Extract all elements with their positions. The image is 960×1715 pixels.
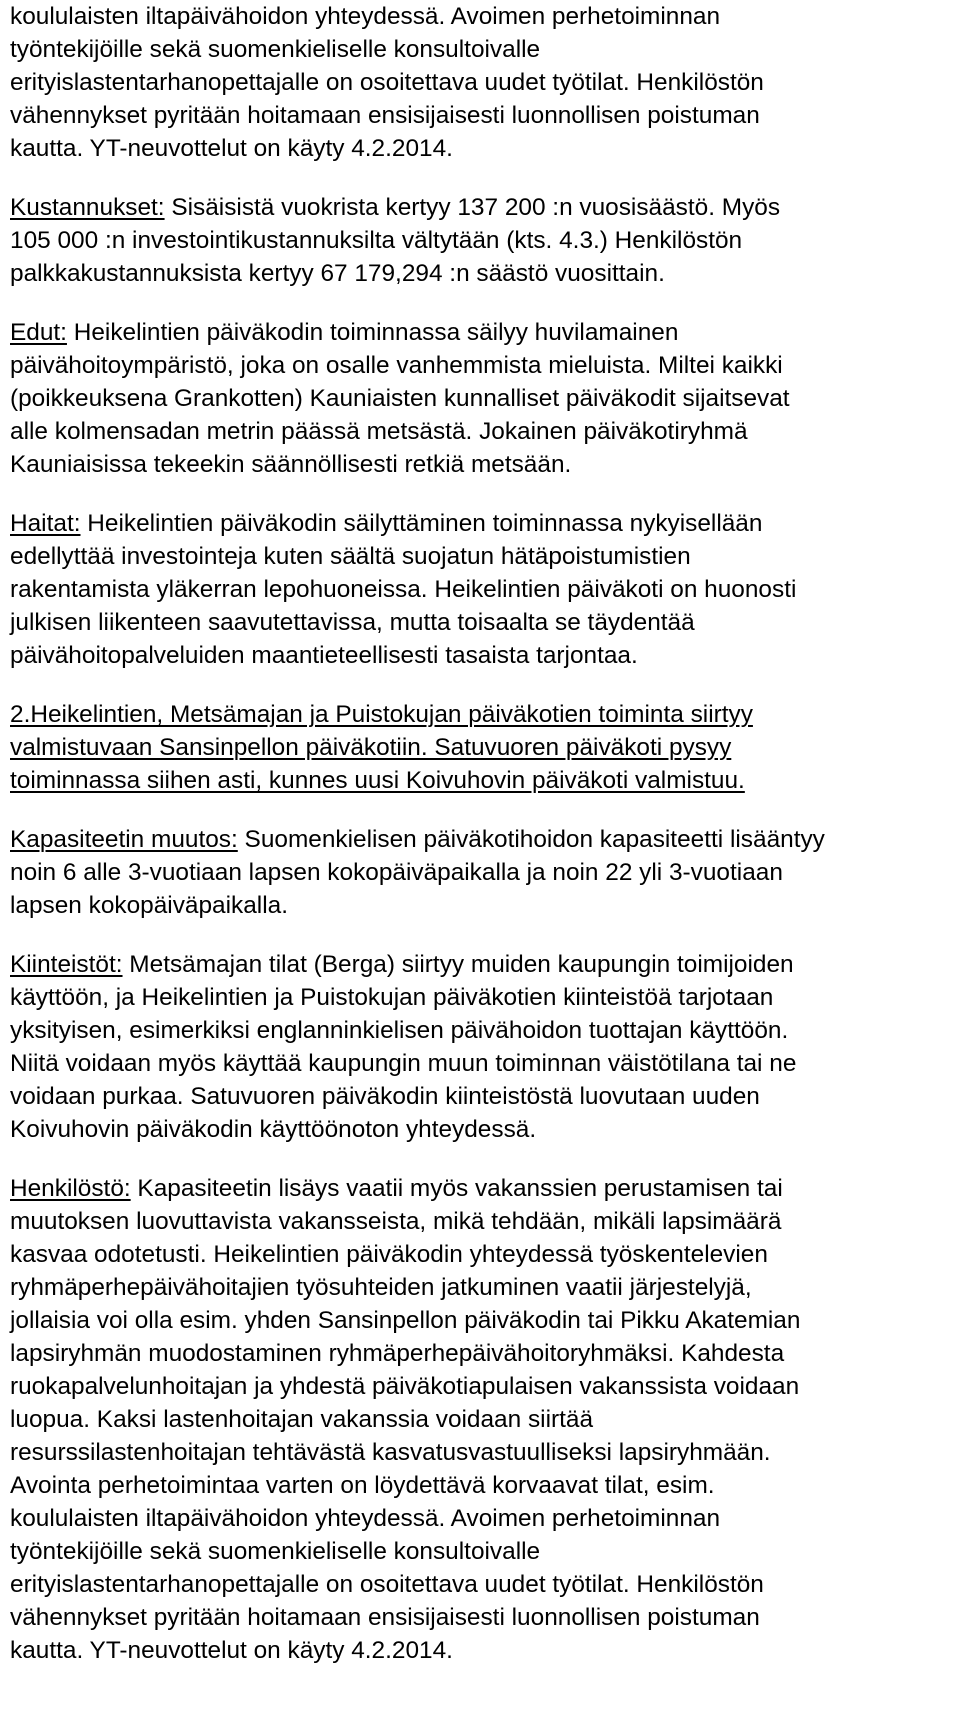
intro-paragraph xyxy=(10,0,942,165)
kapasiteetti-text: Suomenkielisen päiväkotihoidon kapasiteetti lisääntyy noin 6 alle 3-vuotiaan lapsen kokopäiväpaikalla ja noin 22 yli 3-vuotiaan lapsen kokopäiväpaikalla. xyxy=(10,826,825,919)
intro-text: koululaisten iltapäivähoidon yhteydessä. Avoimen perhetoiminnan työntekijöille sekä suomenkieliselle konsultoivalle erityislastentarhanopettajalle on osoitettava uudet työtilat. Henkilöstön vähennykset pyritään hoitamaan ensisijaisesti luonnollisen poistuman kautta. YT-neuvottelut on käyty 4.2.2014. xyxy=(10,3,764,162)
kustannukset-label: Kustannukset: xyxy=(10,194,165,221)
kustannukset-paragraph xyxy=(10,191,942,290)
haitat-label: Haitat: xyxy=(10,510,81,537)
section-2-heading xyxy=(10,698,942,797)
edut-text: Heikelintien päiväkodin toiminnassa säilyy huvilamainen päivähoitoympäristö, joka on osalle vanhemmista mieluista. Miltei kaikki (poikkeuksena Grankotten) Kauniaisten kunnalliset päiväkodit sijaitsevat alle kolmensadan metrin päässä metsästä. Jokainen päiväkotiryhmä Kauniaisissa tekeekin säännöllisesti retkiä metsään. xyxy=(10,319,790,478)
kapasiteetti-paragraph xyxy=(10,823,942,922)
haitat-paragraph xyxy=(10,507,942,672)
kiinteistot-text: Metsämajan tilat (Berga) siirtyy muiden kaupungin toimijoiden käyttöön, ja Heikelintien ja Puistokujan päiväkotien kiinteistöä tarjotaan yksityisen, esimerkiksi englanninkielisen päivähoidon tuottajan käyttöön. Niitä voidaan myös käyttää kaupungin muun toiminnan väistötilana tai ne voidaan purkaa. Satuvuoren päiväkodin kiinteistöstä luovutaan uuden Koivuhovin päiväkodin käyttöönoton yhteydessä. xyxy=(10,951,797,1143)
edut-paragraph xyxy=(10,316,942,481)
section-2-heading-text: 2.Heikelintien, Metsämajan ja Puistokujan päiväkotien toiminta siirtyy valmistuvaan Sansinpellon päiväkotiin. Satuvuoren päiväkoti pysyy toiminnassa siihen asti, kunnes uusi Koivuhovin päiväkoti valmistuu. xyxy=(10,701,753,794)
henkilosto-text: Kapasiteetin lisäys vaatii myös vakanssien perustamisen tai muutoksen luovuttavista vakansseista, mikä tehdään, mikäli lapsimäärä kasvaa odotetusti. Heikelintien päiväkodin yhteydessä työskentelevien ryhmäperhepäivähoitajien työsuhteiden jatkuminen vaatii järjestelyjä, jollaisia voi olla esim. yhden Sansinpellon päiväkodin tai Pikku Akatemian lapsiryhmän muodostaminen ryhmäperhepäivähoitoryhmäksi. Kahdesta ruokapalvelunhoitajan ja yhdestä päiväkotiapulaisen vakanssista voidaan luopua. Kaksi lastenhoitajan vakanssia voidaan siirtää resurssilastenhoitajan tehtävästä kasvatusvastuulliseksi lapsiryhmään. Avointa perhetoimintaa varten on löydettävä korvaavat tilat, esim. koululaisten iltapäivähoidon yhteydessä. Avoimen perhetoiminnan työntekijöille sekä suomenkieliselle konsultoivalle erityislastentarhanopettajalle on osoitettava uudet työtilat. Henkilöstön vähennykset pyritään hoitamaan ensisijaisesti luonnollisen poistuman kautta. YT-neuvottelut on käyty 4.2.2014. xyxy=(10,1175,801,1664)
kapasiteetti-label: Kapasiteetin muutos: xyxy=(10,826,238,853)
kiinteistot-paragraph xyxy=(10,948,942,1146)
kustannukset-text: Sisäisistä vuokrista kertyy 137 200 :n vuosisäästö. Myös 105 000 :n investointikustannuksilta vältytään (kts. 4.3.) Henkilöstön palkkakustannuksista kertyy 67 179,294 :n säästö vuosittain. xyxy=(10,194,781,287)
haitat-text: Heikelintien päiväkodin säilyttäminen toiminnassa nykyisellään edellyttää investointeja kuten säältä suojatun hätäpoistumistien rakentamista yläkerran lepohuoneissa. Heikelintien päiväkoti on huonosti julkisen liikenteen saavutettavissa, mutta toisaalta se täydentää päivähoitopalveluiden maantieteellisesti tasaista tarjontaa. xyxy=(10,510,797,669)
henkilosto-paragraph xyxy=(10,1172,942,1667)
kiinteistot-label: Kiinteistöt: xyxy=(10,951,123,978)
edut-label: Edut: xyxy=(10,319,67,346)
henkilosto-label: Henkilöstö: xyxy=(10,1175,131,1202)
